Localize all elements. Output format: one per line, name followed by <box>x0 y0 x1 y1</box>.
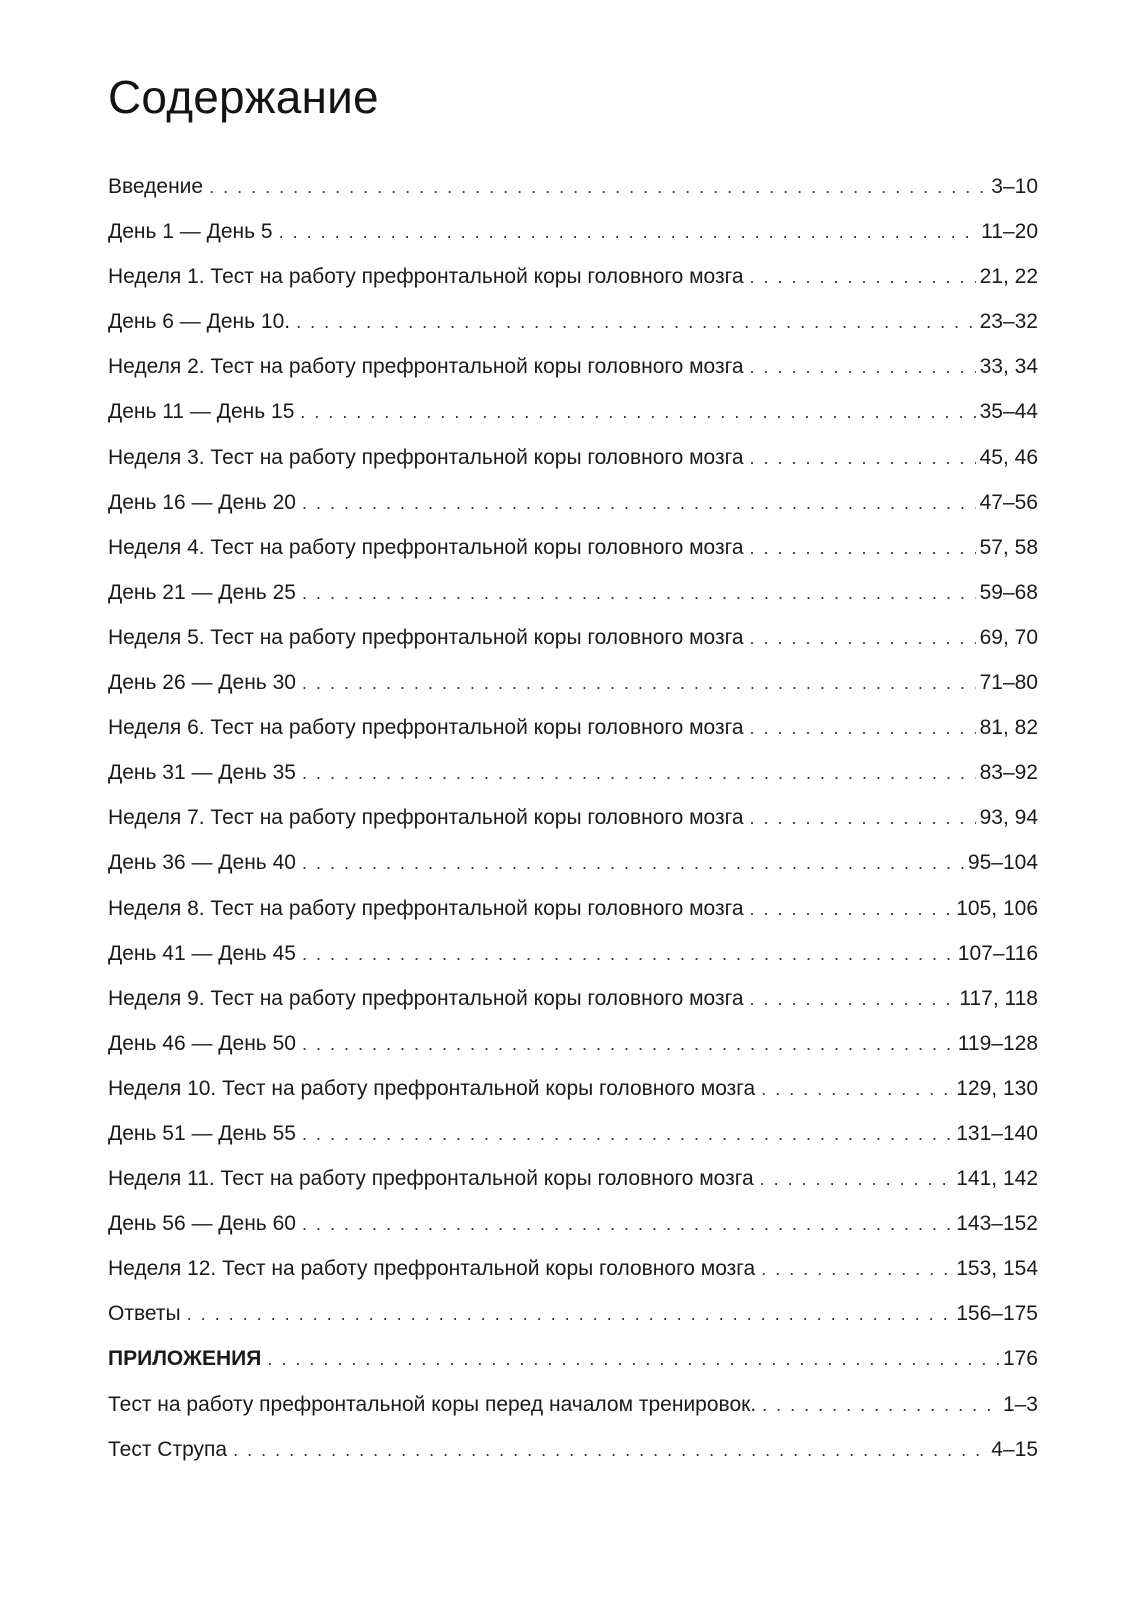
toc-entry-label: ПРИЛОЖЕНИЯ <box>108 1347 262 1371</box>
toc-entry[interactable] <box>108 435 1038 480</box>
toc-entry-pages: 1–3 <box>1002 1392 1038 1416</box>
dot-leader <box>187 1292 953 1337</box>
toc-entry-label: Неделя 6. Тест на работу префронтальной коры головного мозга <box>108 716 744 740</box>
toc-entry[interactable] <box>108 750 1038 795</box>
toc-entry-pages: 81, 82 <box>979 716 1038 740</box>
page-title: Содержание <box>108 71 379 123</box>
toc-entry-pages: 4–15 <box>991 1437 1038 1461</box>
toc-entry-label: Неделя 4. Тест на работу префронтальной коры головного мозга <box>108 535 744 559</box>
toc-entry-pages: 95–104 <box>967 851 1038 875</box>
dot-leader <box>761 1067 952 1112</box>
toc-entry[interactable] <box>108 209 1038 254</box>
toc-entry[interactable] <box>108 299 1038 344</box>
toc-entry-label: Неделя 11. Тест на работу префронтальной коры головного мозга <box>108 1167 754 1191</box>
dot-leader <box>267 1337 999 1382</box>
dot-leader <box>760 1157 953 1202</box>
toc-entry-pages: 69, 70 <box>979 625 1038 649</box>
dot-leader <box>296 300 976 345</box>
toc-entry-pages: 117, 118 <box>959 986 1038 1010</box>
toc-entry-pages: 3–10 <box>991 175 1038 198</box>
toc-entry-pages: 71–80 <box>979 671 1038 695</box>
toc-entry-pages: 35–44 <box>979 400 1038 424</box>
dot-leader <box>233 1428 987 1473</box>
toc-entry-pages: 59–68 <box>979 580 1038 604</box>
toc-entry-label: Неделя 5. Тест на работу префронтальной коры головного мозга <box>108 625 744 649</box>
toc-entry-label: Неделя 2. Тест на работу префронтальной коры головного мозга <box>108 355 744 379</box>
toc-entry-pages: 176 <box>1002 1347 1038 1371</box>
toc-entry[interactable] <box>108 1336 1038 1381</box>
dot-leader <box>302 1112 952 1157</box>
toc-entry[interactable] <box>108 164 1038 209</box>
dot-leader <box>761 1247 952 1292</box>
toc-entry-pages: 45, 46 <box>979 445 1038 469</box>
toc-entry-label: День 46 — День 50 <box>108 1031 296 1055</box>
dot-leader <box>750 255 976 300</box>
dot-leader <box>302 1022 954 1067</box>
toc-entry-pages: 21, 22 <box>979 265 1038 289</box>
toc-entry[interactable] <box>108 705 1038 750</box>
toc-entry-label: День 6 — День 10. <box>108 310 291 334</box>
toc-entry-pages: 119–128 <box>957 1031 1038 1055</box>
toc-entry[interactable] <box>108 1201 1038 1246</box>
toc-entry-label: Тест Струпа <box>108 1437 228 1461</box>
toc-entry-pages: 129, 130 <box>956 1076 1038 1100</box>
dot-leader <box>302 571 976 616</box>
toc-entry-label: Неделя 3. Тест на работу префронтальной коры головного мозга <box>108 445 744 469</box>
dot-leader <box>750 796 976 841</box>
toc-entry-pages: 131–140 <box>956 1121 1038 1145</box>
dot-leader <box>279 210 978 255</box>
toc-entry-label: Тест на работу префронтальной коры перед началом тренировок. <box>108 1392 757 1416</box>
toc-entry-label: День 51 — День 55 <box>108 1121 296 1145</box>
toc-entry-pages: 33, 34 <box>979 355 1038 379</box>
toc-entry-label: Введение <box>108 175 204 198</box>
toc-entry-label: День 16 — День 20 <box>108 490 296 514</box>
dot-leader <box>302 841 964 886</box>
toc-entry-label: Неделя 9. Тест на работу префронтальной коры головного мозга <box>108 986 744 1010</box>
toc-entry-label: Неделя 10. Тест на работу префронтальной коры головного мозга <box>108 1076 756 1100</box>
dot-leader <box>302 481 976 526</box>
toc-entry[interactable] <box>108 976 1038 1021</box>
toc-entry-label: День 31 — День 35 <box>108 761 296 785</box>
toc-entry[interactable] <box>108 1066 1038 1111</box>
dot-leader <box>750 345 976 390</box>
toc-entry-pages: 23–32 <box>979 310 1038 334</box>
toc-entry-pages: 11–20 <box>981 220 1038 244</box>
dot-leader <box>750 526 976 571</box>
dot-leader <box>302 661 976 706</box>
toc-entry[interactable] <box>108 254 1038 299</box>
toc-entry[interactable] <box>108 931 1038 976</box>
toc-entry-label: Неделя 12. Тест на работу префронтальной коры головного мозга <box>108 1257 756 1281</box>
dot-leader <box>209 165 987 210</box>
dot-leader <box>750 436 976 481</box>
toc-entry-pages: 47–56 <box>979 490 1038 514</box>
toc-entry[interactable] <box>108 1291 1038 1336</box>
toc-entry[interactable] <box>108 525 1038 570</box>
toc-entry-label: День 11 — День 15 <box>108 400 295 424</box>
toc-entry[interactable] <box>108 1111 1038 1156</box>
dot-leader <box>302 751 976 796</box>
toc-entry[interactable] <box>108 1382 1038 1427</box>
toc-entry[interactable] <box>108 1156 1038 1201</box>
toc-entry-label: Неделя 7. Тест на работу префронтальной коры головного мозга <box>108 806 744 830</box>
toc-entry-pages: 83–92 <box>979 761 1038 785</box>
toc-entry-label: День 21 — День 25 <box>108 580 296 604</box>
toc-entry[interactable] <box>108 344 1038 389</box>
toc-entry[interactable] <box>108 1246 1038 1291</box>
toc-entry[interactable] <box>108 389 1038 434</box>
table-of-contents <box>108 164 1038 1472</box>
toc-entry-label: Неделя 1. Тест на работу префронтальной коры головного мозга <box>108 265 744 289</box>
toc-entry[interactable] <box>108 1021 1038 1066</box>
toc-entry[interactable] <box>108 615 1038 660</box>
toc-entry-pages: 141, 142 <box>956 1167 1038 1191</box>
toc-entry-label: Ответы <box>108 1302 181 1326</box>
toc-entry-pages: 57, 58 <box>979 535 1038 559</box>
dot-leader <box>300 390 975 435</box>
toc-entry[interactable] <box>108 795 1038 840</box>
toc-entry[interactable] <box>108 660 1038 705</box>
dot-leader <box>302 1202 952 1247</box>
toc-entry[interactable] <box>108 886 1038 931</box>
toc-entry-label: День 56 — День 60 <box>108 1212 296 1236</box>
toc-entry-label: День 1 — День 5 <box>108 220 273 244</box>
toc-entry[interactable] <box>108 840 1038 885</box>
toc-entry-label: День 26 — День 30 <box>108 671 296 695</box>
toc-entry[interactable] <box>108 570 1038 615</box>
toc-entry-pages: 153, 154 <box>956 1257 1038 1281</box>
toc-entry-label: День 36 — День 40 <box>108 851 296 875</box>
toc-entry-pages: 107–116 <box>957 941 1038 965</box>
toc-entry[interactable] <box>108 1427 1038 1472</box>
dot-leader <box>750 706 976 751</box>
dot-leader <box>750 616 976 661</box>
toc-entry-label: День 41 — День 45 <box>108 941 296 965</box>
toc-entry-pages: 105, 106 <box>956 896 1038 920</box>
dot-leader <box>302 932 954 977</box>
dot-leader <box>762 1383 999 1428</box>
toc-entry-pages: 143–152 <box>956 1212 1038 1236</box>
dot-leader <box>750 977 956 1022</box>
toc-entry-label: Неделя 8. Тест на работу префронтальной коры головного мозга <box>108 896 744 920</box>
toc-entry-pages: 93, 94 <box>979 806 1038 830</box>
toc-entry-pages: 156–175 <box>956 1302 1038 1326</box>
dot-leader <box>750 887 953 932</box>
toc-entry[interactable] <box>108 480 1038 525</box>
